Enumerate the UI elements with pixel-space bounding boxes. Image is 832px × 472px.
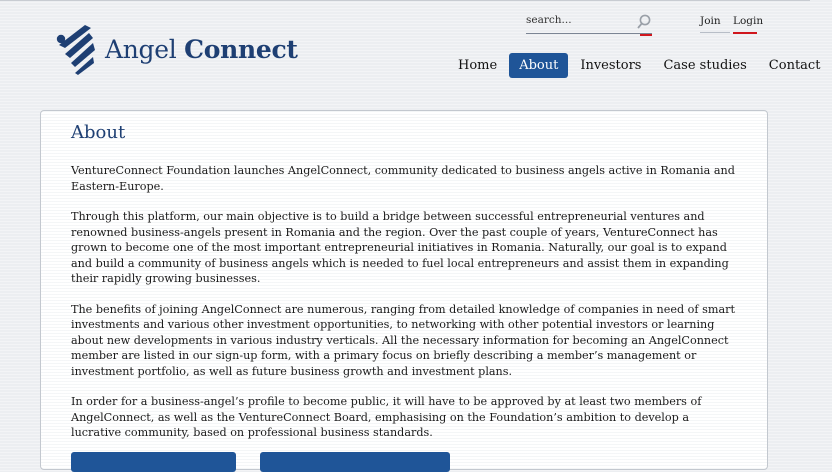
cta-button-secondary[interactable]	[260, 452, 450, 472]
brand-name-light: Angel	[105, 34, 177, 64]
search-input[interactable]	[526, 14, 634, 26]
search-button[interactable]	[636, 13, 652, 31]
nav-case-studies[interactable]: Case studies	[663, 58, 747, 73]
join-link[interactable]: Join	[700, 15, 730, 33]
nav-investors[interactable]: Investors	[580, 58, 642, 73]
nav-home[interactable]: Home	[458, 58, 498, 73]
content-panel	[40, 110, 768, 470]
brand-name-bold: Connect	[184, 34, 298, 64]
search-icon	[636, 13, 652, 31]
page-title: About	[71, 122, 126, 143]
about-paragraph: Through this platform, our main objective is to build a bridge between successful entrepreneurial ventures and renowned business-angels present in Romania and the region. Over the past couple of years, VentureConnect has grown to become one of the most important entrepreneurial initiatives in Romania. Naturally, our goal is to expand and build a community of business angels which is needed to fuel local entrepreneurs and assist them in expanding their rapidly growing businesses.	[71, 210, 729, 285]
brand-name	[105, 35, 298, 64]
site-logo[interactable]	[55, 23, 298, 75]
cta-button-primary[interactable]	[71, 452, 236, 472]
about-paragraph: In order for a business-angel’s profile to become public, it will have to be approved by at least two members of AngelConnect, as well as the VentureConnect Board, emphasising on the Foundation’s ambition to develop a lucrative community, based on professional business standards.	[71, 395, 702, 439]
angel-wing-logo-icon	[55, 23, 97, 75]
about-paragraph: The benefits of joining AngelConnect are numerous, ranging from detailed knowledge of companies in need of smart investments and various other investment opportunities, to networking with other potential investors or learning about new developments in various industry verticals. All the necessary information for becoming an AngelConnect member are listed in our sign-up form, with a primary focus on briefly describing a member’s management or investment portfolio, as well as future business growth and investment plans.	[71, 302, 735, 378]
main-nav	[448, 53, 832, 78]
search-accent-underline	[640, 34, 652, 36]
nav-contact[interactable]: Contact	[768, 58, 821, 73]
nav-about[interactable]: About	[509, 53, 568, 78]
about-paragraph: VentureConnect Foundation launches AngelConnect, community dedicated to business angels active in Romania and Eastern-Europe.	[71, 164, 735, 193]
about-body	[71, 163, 741, 456]
login-link[interactable]: Login	[733, 15, 757, 34]
search-box	[526, 11, 652, 34]
